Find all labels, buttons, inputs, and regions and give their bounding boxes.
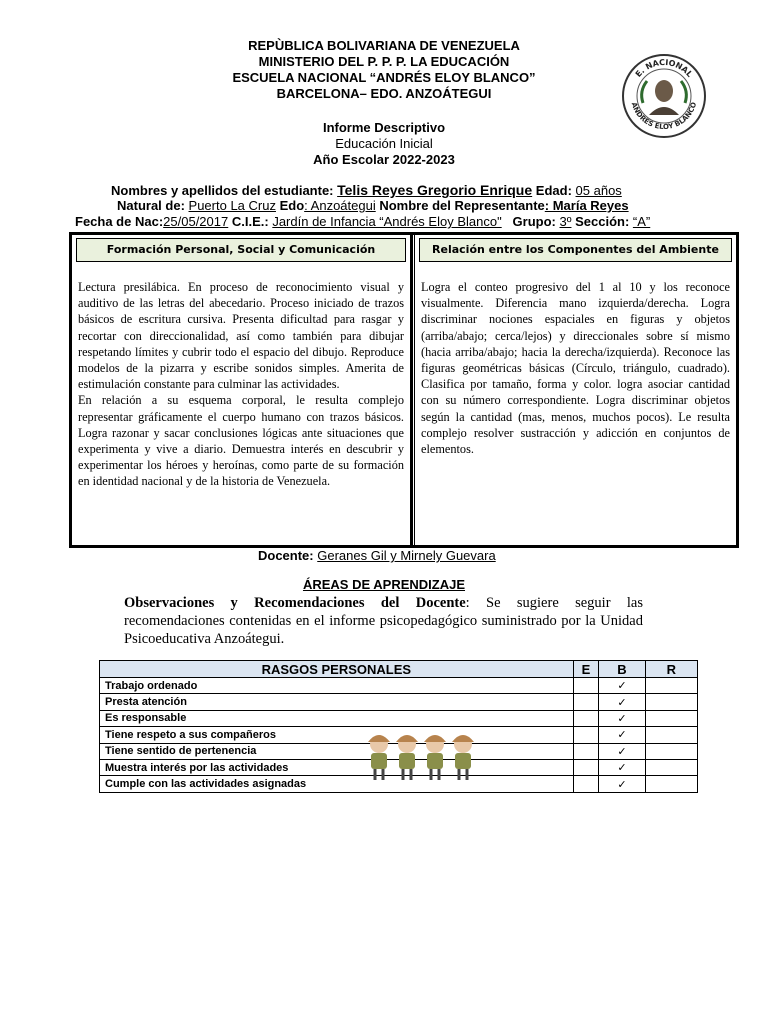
trait-label: Presta atención bbox=[100, 694, 574, 710]
left-area-title: Formación Personal, Social y Comunicación bbox=[76, 238, 406, 262]
trait-label: Trabajo ordenado bbox=[100, 678, 574, 694]
student-native: Puerto La Cruz bbox=[188, 198, 276, 213]
traits-row bbox=[100, 710, 698, 726]
header-republic: REPÙBLICA BOLIVARIANA DE VENEZUELA bbox=[248, 38, 520, 53]
traits-header-title: RASGOS PERSONALES bbox=[100, 661, 574, 678]
seal-bottom-text: ANDRES ELOY BLANCO bbox=[629, 101, 699, 132]
trait-label: Muestra interés por las actividades bbox=[100, 759, 574, 775]
birth-date: 25/05/2017 bbox=[163, 214, 229, 229]
traits-row bbox=[100, 694, 698, 710]
native-line bbox=[117, 198, 629, 214]
trait-cell-e bbox=[573, 743, 599, 759]
student-name: Telis Reyes Gregorio Enrique bbox=[337, 182, 533, 198]
traits-header-row bbox=[100, 661, 698, 678]
trait-label: Cumple con las actividades asignadas bbox=[100, 776, 574, 792]
trait-label: Tiene respeto a sus compañeros bbox=[100, 727, 574, 743]
left-area-text: Lectura presilábica. En proceso de reconocimiento visual y auditivo de las letras del abecedario. Proceso iniciado de trazos básicos de escritura cursiva. Presenta dificultad para rasgar y recortar con direccionalidad, así como también para dibujar respetando límites y cubrir todo el espacio del dibujo. Reproduce modelos de la pizarra y escribe sonidos simples. Amerita de estimulación constante para culminar las actividades. bbox=[78, 280, 404, 392]
left-area-body bbox=[78, 279, 404, 490]
traits-header-b: B bbox=[599, 661, 645, 678]
trait-cell-b bbox=[599, 710, 645, 726]
student-name-label: Nombres y apellidos del estudiante: bbox=[111, 183, 334, 198]
trait-cell-r bbox=[645, 743, 697, 759]
children-illustration bbox=[363, 730, 481, 782]
representative-name: : María Reyes bbox=[544, 198, 629, 213]
teacher-line bbox=[258, 548, 496, 564]
seal-top-text: E. NACIONAL bbox=[633, 57, 695, 79]
header-location: BARCELONA– EDO. ANZOÁTEGUI bbox=[276, 86, 492, 101]
checkmark-icon: ✓ bbox=[617, 761, 627, 775]
student-name-line bbox=[111, 182, 622, 199]
student-state: : Anzoátegui bbox=[304, 198, 376, 213]
section-value: “A” bbox=[632, 214, 651, 229]
header-ministry: MINISTERIO DEL P. P. P. LA EDUCACIÓN bbox=[258, 54, 510, 69]
report-level: Educación Inicial bbox=[335, 136, 433, 151]
trait-cell-r bbox=[645, 727, 697, 743]
trait-cell-r bbox=[645, 776, 697, 792]
trait-cell-b bbox=[599, 776, 645, 792]
trait-cell-e bbox=[573, 776, 599, 792]
header-school: ESCUELA NACIONAL “ANDRÉS ELOY BLANCO” bbox=[232, 70, 536, 85]
birth-label: Fecha de Nac: bbox=[75, 214, 164, 229]
section-label: Sección: bbox=[575, 214, 630, 229]
trait-cell-r bbox=[645, 694, 697, 710]
teacher-names: Geranes Gil y Mirnely Guevara bbox=[317, 548, 496, 563]
observations-text: : Se sugiere seguir las recomendaciones contenidas en el informe psicopedagógico suministrado por la Unidad Psicoeducativa Anzoátegui. bbox=[124, 595, 643, 647]
trait-cell-e bbox=[573, 678, 599, 694]
cie-value: Jardín de Infancia “Andrés Eloy Blanco" bbox=[272, 214, 502, 229]
trait-cell-e bbox=[573, 727, 599, 743]
trait-cell-r bbox=[645, 759, 697, 775]
left-area-column bbox=[72, 235, 410, 545]
trait-cell-b bbox=[599, 727, 645, 743]
checkmark-icon: ✓ bbox=[617, 744, 627, 758]
representative-label: Nombre del Representante bbox=[379, 198, 545, 213]
trait-cell-r bbox=[645, 710, 697, 726]
state-label: Edo bbox=[279, 198, 305, 213]
report-title: Informe Descriptivo bbox=[322, 120, 446, 135]
group-value: 3º bbox=[559, 214, 572, 229]
right-area-column bbox=[415, 235, 736, 545]
traits-row bbox=[100, 678, 698, 694]
trait-label: Tiene sentido de pertenencia bbox=[100, 743, 574, 759]
learning-areas-title: ÁREAS DE APRENDIZAJE bbox=[302, 577, 466, 592]
birth-line bbox=[75, 214, 650, 230]
group-label: Grupo: bbox=[512, 214, 556, 229]
traits-header-e: E bbox=[573, 661, 599, 678]
checkmark-icon: ✓ bbox=[617, 728, 627, 742]
trait-cell-b bbox=[599, 743, 645, 759]
checkmark-icon: ✓ bbox=[617, 711, 627, 725]
left-area-text-2: En relación a su esquema corporal, le resulta complejo representar gráficamente el cuerpo humano con trazos básicos. Logra razonar y sacar conclusiones lógicas ante situaciones que experimenta y vive a diario. Demuestra interés en descubrir y experimentar los héroes y heroínas, como parte de su formación en identidad nacional y de la historia de Venezuela. bbox=[78, 393, 404, 489]
native-label: Natural de: bbox=[117, 198, 185, 213]
trait-cell-e bbox=[573, 694, 599, 710]
right-area-title: Relación entre los Componentes del Ambiente bbox=[419, 238, 732, 262]
trait-cell-b bbox=[599, 678, 645, 694]
observations-label: Observaciones y Recomendaciones del Docente bbox=[124, 595, 466, 611]
areas-box bbox=[69, 232, 739, 548]
report-year: Año Escolar 2022-2023 bbox=[313, 152, 455, 167]
trait-cell-b bbox=[599, 759, 645, 775]
trait-cell-e bbox=[573, 759, 599, 775]
trait-cell-e bbox=[573, 710, 599, 726]
checkmark-icon: ✓ bbox=[617, 695, 627, 709]
age-label: Edad: bbox=[535, 183, 572, 198]
cie-label: C.I.E.: bbox=[231, 214, 269, 229]
traits-header-r: R bbox=[645, 661, 697, 678]
teacher-label: Docente: bbox=[258, 548, 314, 563]
right-area-text: Logra el conteo progresivo del 1 al 10 y los reconoce visualmente. Diferencia mano izquierda/derecha. Logra discriminar nociones espaciales en figuras y objetos (arriba/abajo; cerca/lejos) y direccionales sobre sí mismo (hacia arriba/abajo; hacia la derecha/izquierda). Reconoce las figuras geométricas básicas (Círculo, triángulo, cuadrado). Clasifica por tamaño, forma y color. logra asociar cantidad con su número correspondiente. Logra discriminar objetos según la cantidad (mas, menos, muchos pocos). Le resulta complejo resolver sustracción y adicción en conjuntos de elementos. bbox=[421, 280, 730, 457]
trait-cell-r bbox=[645, 678, 697, 694]
trait-label: Es responsable bbox=[100, 710, 574, 726]
student-age: 05 años bbox=[575, 183, 622, 198]
trait-cell-b bbox=[599, 694, 645, 710]
observations-block bbox=[124, 594, 643, 648]
checkmark-icon: ✓ bbox=[617, 679, 627, 693]
checkmark-icon: ✓ bbox=[617, 777, 627, 791]
